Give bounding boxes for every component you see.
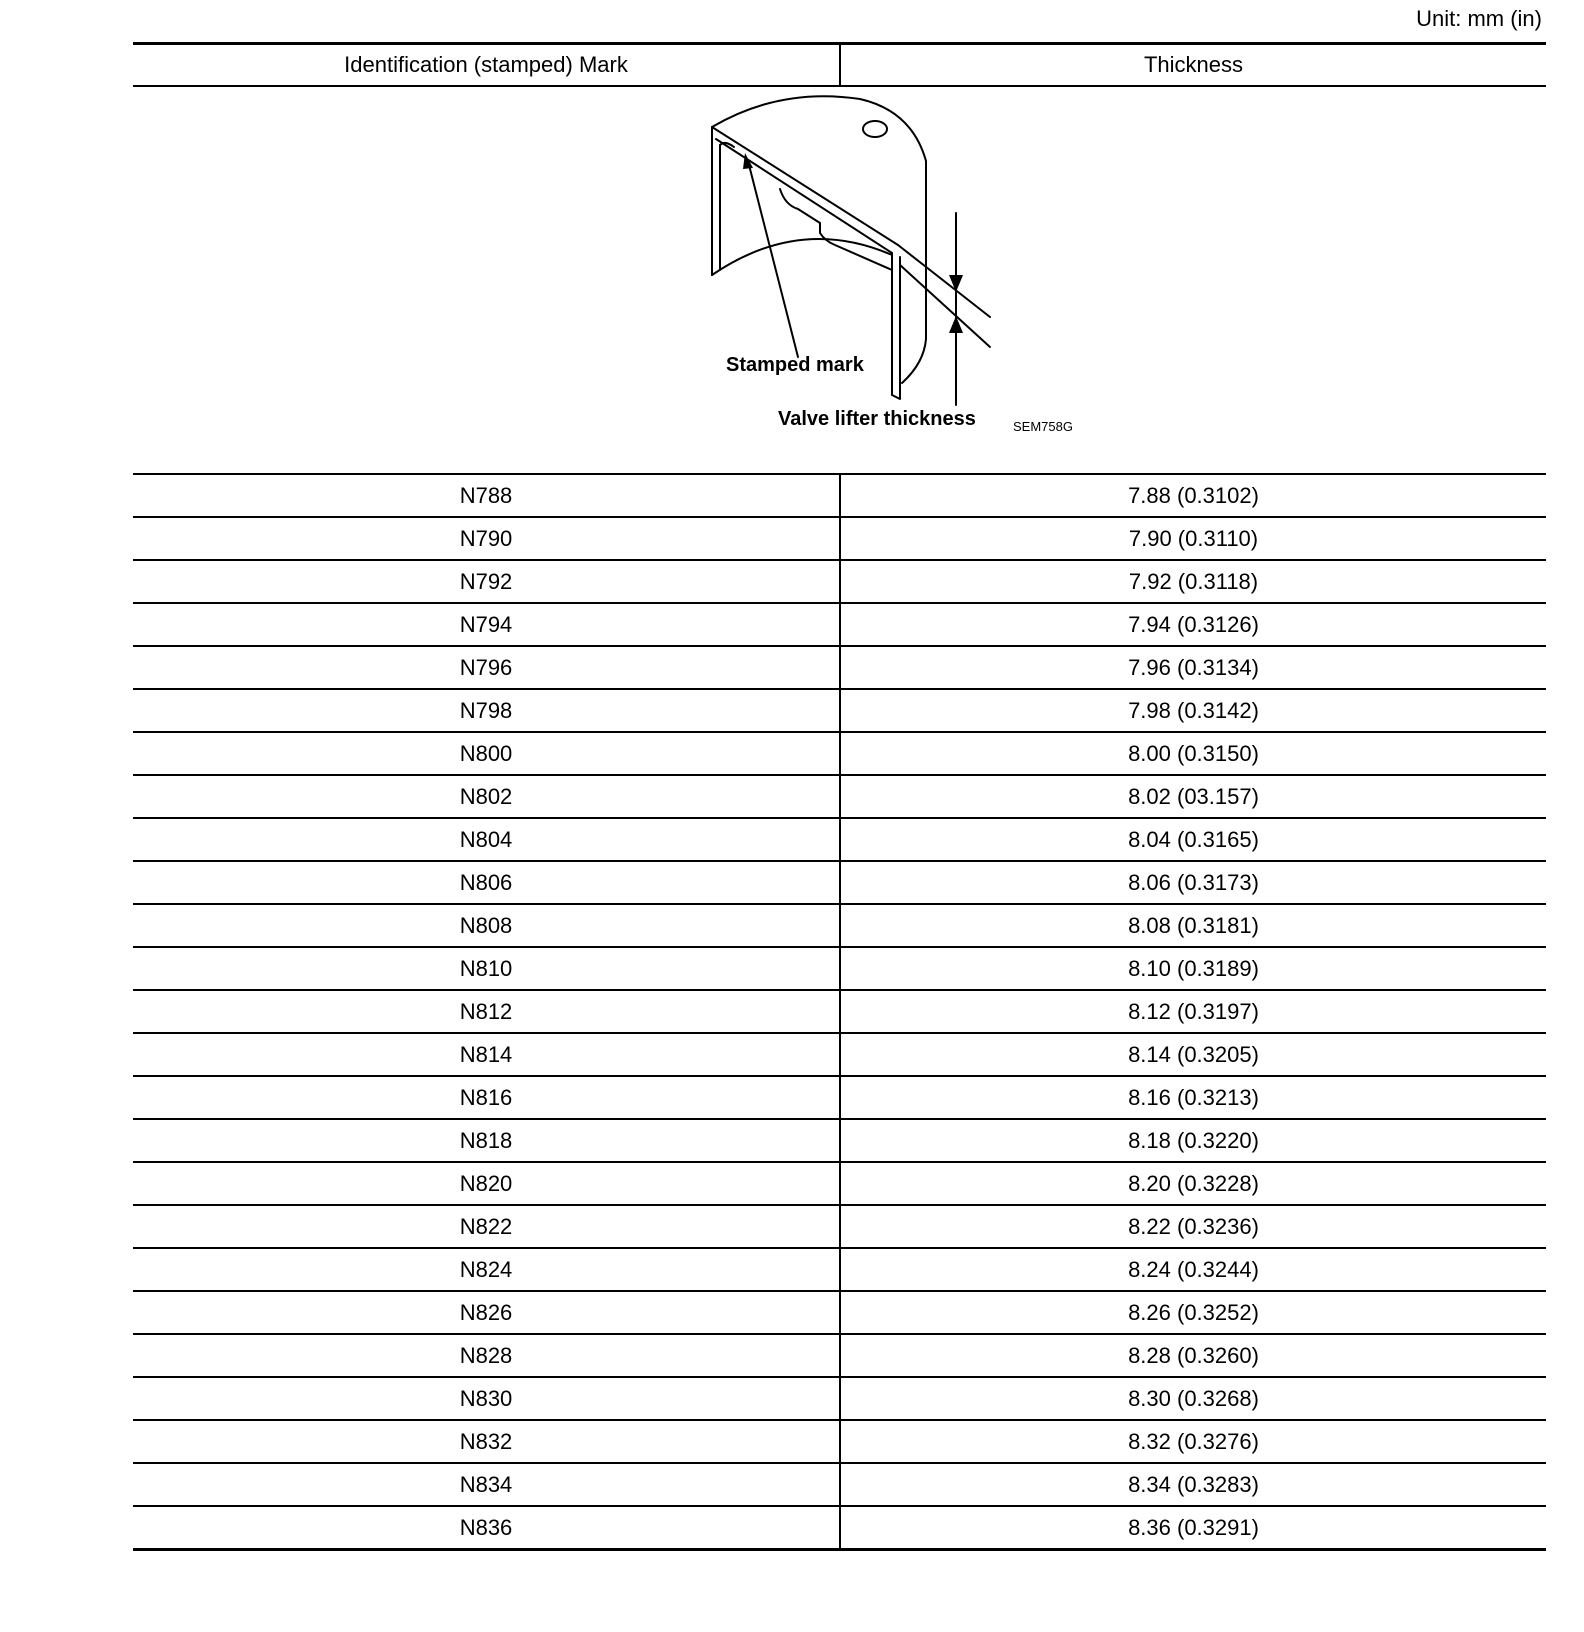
mark-cell: N798: [133, 689, 840, 732]
thickness-cell: 8.00 (0.3150): [840, 732, 1546, 775]
figure-row: [133, 86, 1546, 474]
valve-lifter-thickness-label: Valve lifter thickness: [777, 408, 976, 430]
thickness-cell: 7.88 (0.3102): [840, 474, 1546, 517]
valve-lifter-illustration: [630, 95, 1073, 465]
mark-cell: N818: [133, 1119, 840, 1162]
mark-cell: N788: [133, 474, 840, 517]
mark-cell: N828: [133, 1334, 840, 1377]
thickness-cell: 8.10 (0.3189): [840, 947, 1546, 990]
mark-cell: N802: [133, 775, 840, 818]
table-row: [133, 560, 1546, 603]
mark-cell: N806: [133, 861, 840, 904]
mark-cell: N820: [133, 1162, 840, 1205]
table-row: [133, 603, 1546, 646]
table-row: [133, 1205, 1546, 1248]
table-row: [133, 646, 1546, 689]
table-row: [133, 1291, 1546, 1334]
figure-cell: [133, 86, 1546, 474]
thickness-cell: 8.02 (03.157): [840, 775, 1546, 818]
thickness-cell: 8.36 (0.3291): [840, 1506, 1546, 1550]
table-row: [133, 818, 1546, 861]
table-row: [133, 990, 1546, 1033]
thickness-cell: 8.14 (0.3205): [840, 1033, 1546, 1076]
thickness-cell: 8.22 (0.3236): [840, 1205, 1546, 1248]
mark-cell: N800: [133, 732, 840, 775]
thickness-cell: 8.32 (0.3276): [840, 1420, 1546, 1463]
mark-cell: N808: [133, 904, 840, 947]
thickness-cell: 8.30 (0.3268): [840, 1377, 1546, 1420]
unit-label: Unit: mm (in): [1416, 6, 1542, 31]
thickness-cell: 8.28 (0.3260): [840, 1334, 1546, 1377]
thickness-cell: 8.12 (0.3197): [840, 990, 1546, 1033]
thickness-cell: 8.16 (0.3213): [840, 1076, 1546, 1119]
figure-code: SEM758G: [1012, 419, 1073, 434]
table-row: [133, 1033, 1546, 1076]
table-row: [133, 1420, 1546, 1463]
thickness-cell: 7.96 (0.3134): [840, 646, 1546, 689]
table-row: [133, 517, 1546, 560]
thickness-cell: 8.06 (0.3173): [840, 861, 1546, 904]
mark-cell: N836: [133, 1506, 840, 1550]
thickness-cell: 8.26 (0.3252): [840, 1291, 1546, 1334]
mark-cell: N794: [133, 603, 840, 646]
table-row: [133, 1248, 1546, 1291]
table-row: [133, 861, 1546, 904]
mark-cell: N810: [133, 947, 840, 990]
table-row: [133, 1162, 1546, 1205]
thickness-cell: 8.08 (0.3181): [840, 904, 1546, 947]
table-row: [133, 1076, 1546, 1119]
header-mark: Identification (stamped) Mark: [133, 44, 840, 87]
table-row: [133, 474, 1546, 517]
thickness-cell: 8.04 (0.3165): [840, 818, 1546, 861]
mark-cell: N826: [133, 1291, 840, 1334]
table-row: [133, 904, 1546, 947]
mark-cell: N816: [133, 1076, 840, 1119]
header-thickness: Thickness: [840, 44, 1546, 87]
table-row: [133, 1506, 1546, 1550]
stamped-mark-label: Stamped mark: [725, 354, 864, 376]
table-row: [133, 1377, 1546, 1420]
table-row: [133, 1463, 1546, 1506]
mark-cell: N812: [133, 990, 840, 1033]
thickness-cell: 7.92 (0.3118): [840, 560, 1546, 603]
valve-lifter-table: [133, 42, 1546, 1551]
thickness-cell: 8.20 (0.3228): [840, 1162, 1546, 1205]
mark-cell: N830: [133, 1377, 840, 1420]
table-row: [133, 732, 1546, 775]
table-row: [133, 947, 1546, 990]
thickness-cell: 7.90 (0.3110): [840, 517, 1546, 560]
table-header-row: [133, 44, 1546, 87]
table-row: [133, 775, 1546, 818]
mark-cell: N832: [133, 1420, 840, 1463]
table-row: [133, 1119, 1546, 1162]
mark-cell: N790: [133, 517, 840, 560]
mark-cell: N822: [133, 1205, 840, 1248]
thickness-cell: 7.94 (0.3126): [840, 603, 1546, 646]
table-row: [133, 689, 1546, 732]
thickness-cell: 7.98 (0.3142): [840, 689, 1546, 732]
mark-cell: N814: [133, 1033, 840, 1076]
mark-cell: N804: [133, 818, 840, 861]
table-row: [133, 1334, 1546, 1377]
mark-cell: N824: [133, 1248, 840, 1291]
thickness-cell: 8.24 (0.3244): [840, 1248, 1546, 1291]
thickness-cell: 8.34 (0.3283): [840, 1463, 1546, 1506]
mark-cell: N796: [133, 646, 840, 689]
mark-cell: N792: [133, 560, 840, 603]
thickness-cell: 8.18 (0.3220): [840, 1119, 1546, 1162]
mark-cell: N834: [133, 1463, 840, 1506]
